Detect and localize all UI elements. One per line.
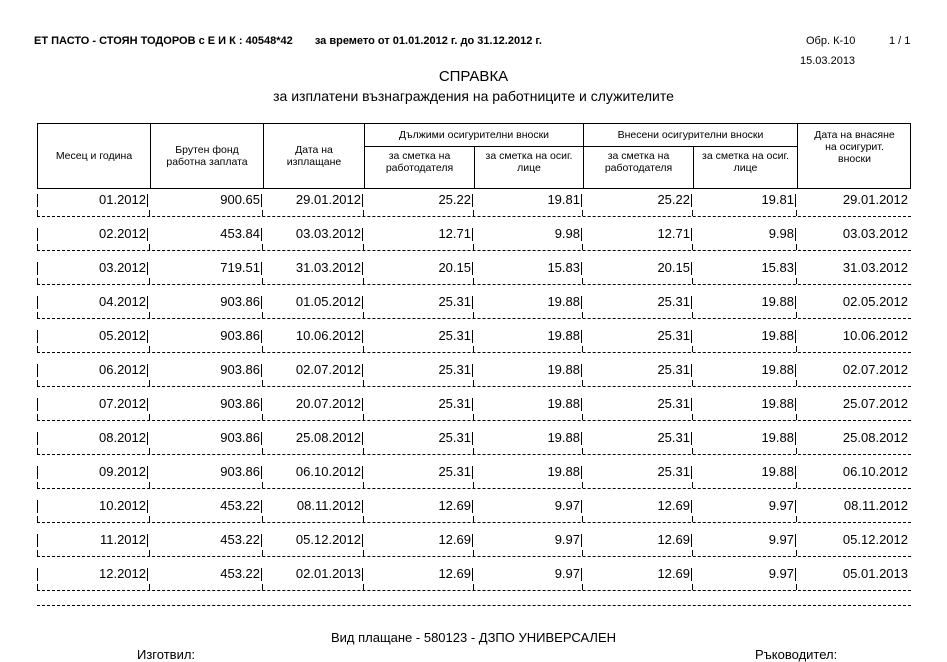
cell-paid-emp: 25.31 <box>583 361 692 379</box>
header-paid-group: Внесени осигурителни вноски <box>617 129 764 141</box>
cell-due-emp: 25.31 <box>364 395 473 413</box>
report-period: за времето от 01.01.2012 г. до 31.12.2012 г. <box>314 35 542 47</box>
cell-due-emp: 12.69 <box>364 497 473 515</box>
report-header-company <box>34 35 542 47</box>
cell-deposit: 03.03.2012 <box>842 226 908 241</box>
cell-paydate: 25.08.2012 <box>263 429 363 447</box>
page-subtitle: за изплатени възнаграждения на работниците и служителите <box>273 88 674 104</box>
cell-month: 09.2012 <box>37 463 148 481</box>
cell-deposit: 02.07.2012 <box>842 362 908 377</box>
form-code: Обр. К-10 <box>806 35 856 47</box>
cell-gross: 453.84 <box>150 225 262 243</box>
cell-deposit: 31.03.2012 <box>842 260 908 275</box>
table-row <box>37 291 911 325</box>
cell-paid-emp: 25.31 <box>583 327 692 345</box>
header-paid-insured: за сметка на осиг. лице <box>702 150 789 174</box>
header-due-insured: за сметка на осиг. лице <box>485 150 573 174</box>
table-row <box>37 257 911 291</box>
cell-gross: 903.86 <box>150 429 262 447</box>
cell-paydate: 08.11.2012 <box>263 497 363 515</box>
cell-due-ins: 19.88 <box>474 361 582 379</box>
cell-deposit: 29.01.2012 <box>842 192 908 207</box>
header-deposit-date: Дата на внасяне на осигурит. вноски <box>814 129 895 165</box>
table-row <box>37 495 911 529</box>
cell-due-ins: 15.83 <box>474 259 582 277</box>
cell-paid-emp: 12.69 <box>583 531 692 549</box>
cell-paydate: 06.10.2012 <box>263 463 363 481</box>
cell-paid-emp: 25.31 <box>583 429 692 447</box>
header-paid-employer: за сметка на работодателя <box>604 150 673 174</box>
cell-month: 11.2012 <box>37 531 148 549</box>
cell-month: 08.2012 <box>37 429 148 447</box>
cell-gross: 453.22 <box>150 497 262 515</box>
cell-deposit: 05.12.2012 <box>842 532 908 547</box>
cell-due-emp: 20.15 <box>364 259 473 277</box>
cell-deposit: 08.11.2012 <box>843 498 908 513</box>
cell-paid-ins: 9.97 <box>693 497 796 515</box>
cell-paid-ins: 19.88 <box>693 293 796 311</box>
cell-paydate: 03.03.2012 <box>263 225 363 243</box>
cell-paid-ins: 9.97 <box>693 565 796 583</box>
header-due-employer: за сметка на работодателя <box>385 150 454 174</box>
cell-due-emp: 25.31 <box>364 293 473 311</box>
cell-deposit: 05.01.2013 <box>842 566 908 581</box>
cell-month: 12.2012 <box>37 565 148 583</box>
table-row <box>37 223 911 257</box>
cell-deposit: 02.05.2012 <box>842 294 908 309</box>
table-row <box>37 563 911 597</box>
header-due-group: Дължими осигурителни вноски <box>398 129 550 141</box>
cell-due-emp: 25.31 <box>364 327 473 345</box>
table-row <box>37 461 911 495</box>
cell-paid-emp: 25.31 <box>583 463 692 481</box>
cell-month: 04.2012 <box>37 293 148 311</box>
cell-paid-emp: 20.15 <box>583 259 692 277</box>
table-row <box>37 325 911 359</box>
cell-paydate: 05.12.2012 <box>263 531 363 549</box>
cell-due-emp: 25.31 <box>364 361 473 379</box>
cell-due-ins: 19.81 <box>474 191 582 209</box>
cell-deposit: 25.07.2012 <box>842 396 908 411</box>
cell-month: 06.2012 <box>37 361 148 379</box>
company-name: ЕТ ПАСТО - СТОЯН ТОДОРОВ <box>34 35 196 47</box>
cell-month: 01.2012 <box>37 191 148 209</box>
cell-gross: 903.86 <box>150 463 262 481</box>
cell-due-ins: 19.88 <box>474 327 582 345</box>
cell-paid-ins: 19.88 <box>693 429 796 447</box>
cell-month: 02.2012 <box>37 225 148 243</box>
manager-label: Ръководител: <box>755 647 838 662</box>
table-row <box>37 359 911 393</box>
cell-paid-emp: 25.31 <box>583 395 692 413</box>
cell-due-emp: 12.69 <box>364 565 473 583</box>
cell-gross: 900.65 <box>150 191 262 209</box>
cell-due-emp: 25.31 <box>364 463 473 481</box>
eik-value: 40548*42 <box>245 35 293 47</box>
table-row <box>37 529 911 563</box>
report-date: 15.03.2013 <box>800 55 856 67</box>
eik-label: с Е И К : <box>198 35 243 47</box>
cell-gross: 903.86 <box>150 361 262 379</box>
cell-due-emp: 12.69 <box>364 531 473 549</box>
cell-paydate: 01.05.2012 <box>263 293 363 311</box>
cell-gross: 903.86 <box>150 395 262 413</box>
cell-month: 07.2012 <box>37 395 148 413</box>
cell-gross: 719.51 <box>150 259 262 277</box>
cell-month: 05.2012 <box>37 327 148 345</box>
cell-paid-ins: 19.88 <box>693 361 796 379</box>
prepared-by-label: Изготвил: <box>137 647 196 662</box>
cell-due-emp: 25.22 <box>364 191 473 209</box>
cell-paid-ins: 19.88 <box>693 463 796 481</box>
cell-gross: 453.22 <box>150 565 262 583</box>
cell-due-ins: 19.88 <box>474 463 582 481</box>
cell-paid-ins: 9.97 <box>693 531 796 549</box>
cell-month: 03.2012 <box>37 259 148 277</box>
cell-due-ins: 9.97 <box>474 531 582 549</box>
cell-paid-emp: 25.31 <box>583 293 692 311</box>
cell-paid-ins: 19.81 <box>693 191 796 209</box>
cell-paid-ins: 19.88 <box>693 395 796 413</box>
cell-paydate: 31.03.2012 <box>263 259 363 277</box>
cell-paid-emp: 12.69 <box>583 497 692 515</box>
cell-due-emp: 12.71 <box>364 225 473 243</box>
cell-paydate: 02.07.2012 <box>263 361 363 379</box>
cell-paid-ins: 19.88 <box>693 327 796 345</box>
cell-paydate: 02.01.2013 <box>263 565 363 583</box>
cell-paid-emp: 12.69 <box>583 565 692 583</box>
cell-paid-emp: 12.71 <box>583 225 692 243</box>
cell-gross: 903.86 <box>150 293 262 311</box>
table-row <box>37 189 911 223</box>
table-end-line <box>37 605 911 606</box>
cell-paydate: 29.01.2012 <box>263 191 363 209</box>
cell-paydate: 10.06.2012 <box>263 327 363 345</box>
cell-paydate: 20.07.2012 <box>263 395 363 413</box>
page-title: СПРАВКА <box>438 68 509 85</box>
header-gross: Брутен фонд работна заплата <box>166 144 248 168</box>
cell-deposit: 06.10.2012 <box>842 464 908 479</box>
payment-type: Вид плащане - 580123 - ДЗПО УНИВЕРСАЛЕН <box>330 630 617 645</box>
cell-paid-emp: 25.22 <box>583 191 692 209</box>
header-paydate: Дата на изплащане <box>286 144 342 168</box>
cell-gross: 903.86 <box>150 327 262 345</box>
cell-due-ins: 19.88 <box>474 395 582 413</box>
cell-due-ins: 19.88 <box>474 293 582 311</box>
page-number: 1 / 1 <box>889 35 911 47</box>
cell-deposit: 25.08.2012 <box>842 430 908 445</box>
table-row <box>37 427 911 461</box>
cell-paid-ins: 9.98 <box>693 225 796 243</box>
cell-due-ins: 9.98 <box>474 225 582 243</box>
cell-due-emp: 25.31 <box>364 429 473 447</box>
cell-due-ins: 9.97 <box>474 565 582 583</box>
cell-paid-ins: 15.83 <box>693 259 796 277</box>
header-month: Месец и година <box>55 150 133 162</box>
table-row <box>37 393 911 427</box>
cell-month: 10.2012 <box>37 497 148 515</box>
cell-deposit: 10.06.2012 <box>842 328 908 343</box>
table-header <box>37 123 911 189</box>
cell-gross: 453.22 <box>150 531 262 549</box>
cell-due-ins: 19.88 <box>474 429 582 447</box>
cell-due-ins: 9.97 <box>474 497 582 515</box>
